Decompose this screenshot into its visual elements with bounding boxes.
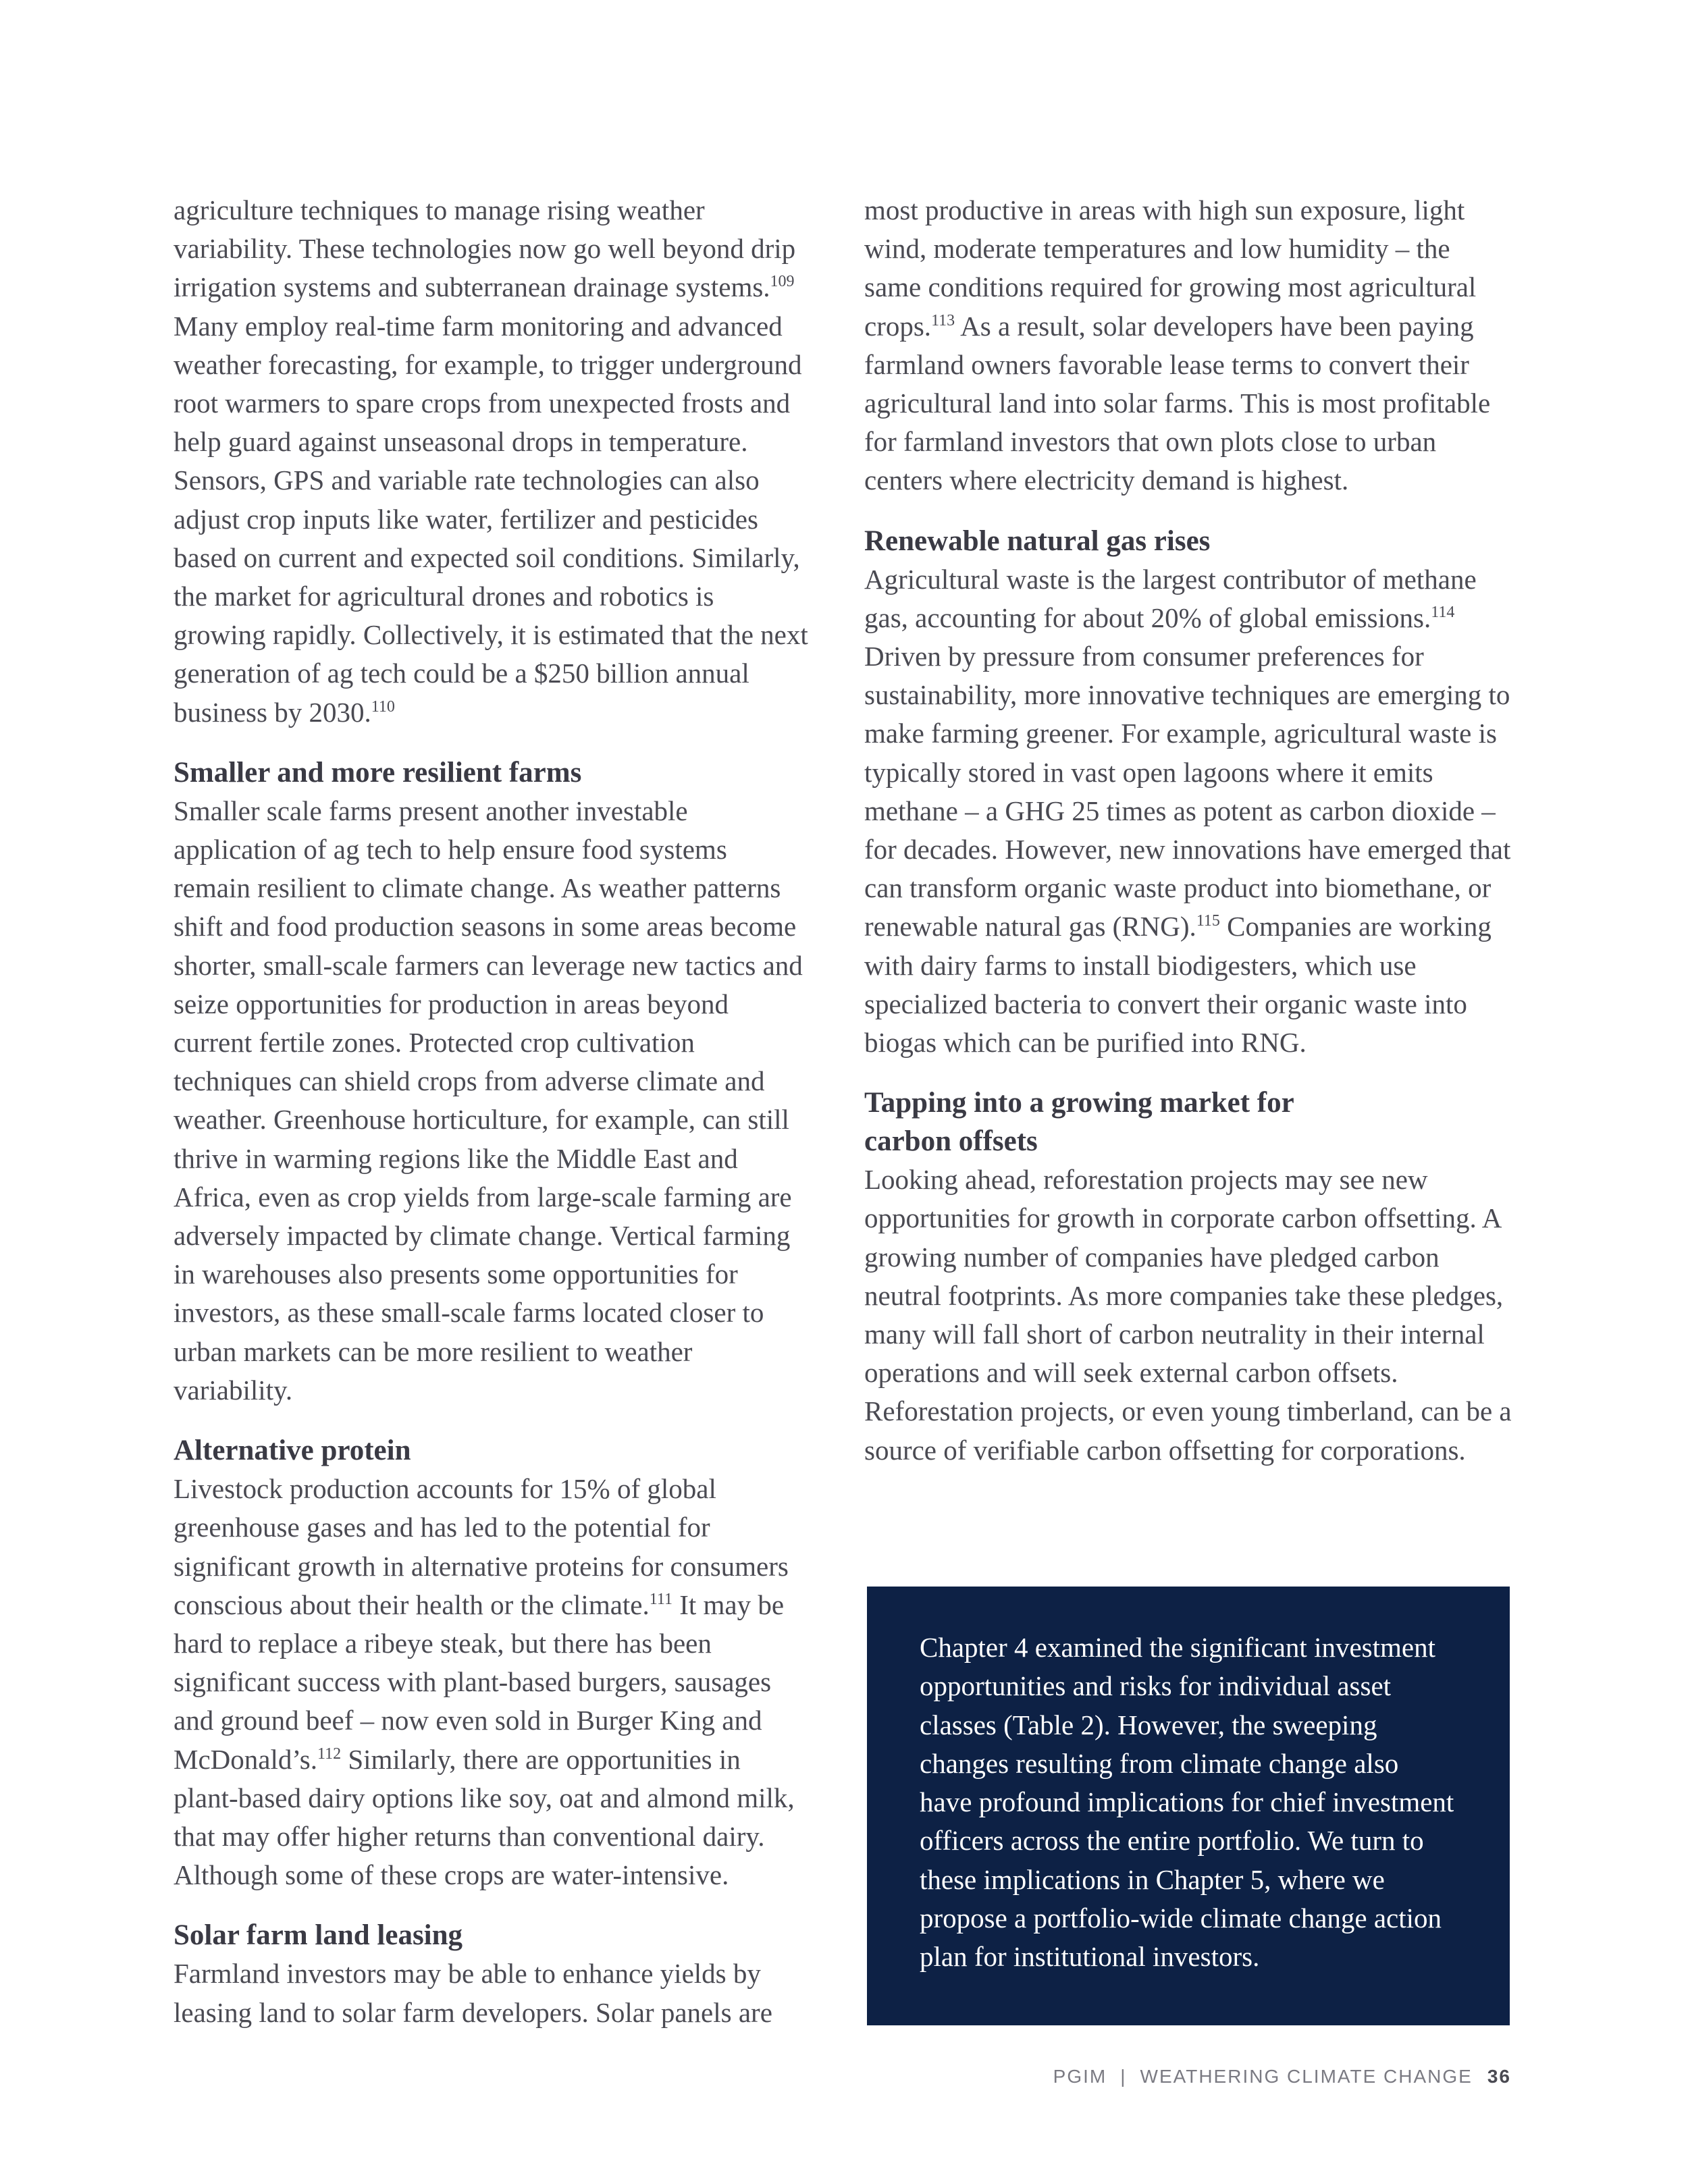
paragraph-smaller-farms: Smaller scale farms present another investable application of ag tech to help ensure food systems remain resilient to climate change. As weather patterns shift and food production seasons in some areas become shorter, small-scale farmers can leverage new tactics and seize opportunities for production in areas beyond current fertile zones. Protected crop cultivation techniques can shield crops from adverse climate and weather. Greenhouse horticulture, for example, can still thrive in warming regions like the Middle East and Africa, even as crop yields from large-scale farming are adversely impacted by climate change. Vertical farming in warehouses also presents some opportunities for investors, as these small-scale farms located closer to urban markets can be more resilient to weather variability. — [174, 795, 803, 1406]
footnote-ref[interactable]: 110 — [371, 697, 395, 716]
paragraph-ag-tech: agriculture techniques to manage rising weather variability. These technologies now go well beyond drip irrigation systems and subterranean drainage systems.$^{109}$ Many employ real-time farm monitoring and advanced weather forecasting, for example, to trigger underground root warmers to spare crops from unexpected frosts and help guard against unseasonal drops in temperature. Sensors, GPS and variable rate technologies can also adjust crop inputs like water, fertilizer and pesticides based on current and expected soil conditions. Similarly, the market for agricultural drones and robotics is growing rapidly. Collectively, it is estimated that the next generation of ag tech could be a $250 billion annual business by 2030.$^{110}$ — [174, 194, 808, 728]
paragraph-renewable-gas: Agricultural waste is the largest contributor of methane gas, accounting for about 20% of global emissions.$^{114}$ Driven by pressure from consumer preferences for sustainability, more innovative techniques are emerging to make farming greener. For example, agricultural waste is typically stored in vast open lagoons where it emits methane – a GHG 25 times as potent as carbon dioxide – for decades. However, new innovations have emerged that can transform organic waste product into biomethane, or renewable natural gas (RNG).$^{115}$ Companies are working with dairy farms to install biodigesters, which use specialized bacteria to convert their organic waste into biogas which can be purified into RNG. — [864, 563, 1511, 1059]
paragraph-carbon-offsets: Looking ahead, reforestation projects may see new opportunities for growth in corporate carbon offsetting. A growing number of companies have pledged carbon neutral footprints. As more companies take these pledges, many will fall short of carbon neutrality in their internal operations and will seek external carbon offsets. Reforestation projects, or even young timberland, can be a source of verifiable carbon offsetting for corporations. — [864, 1164, 1512, 1466]
callout-box — [867, 1587, 1510, 2025]
section-heading-alternative-protein: Alternative protein — [174, 1435, 411, 1467]
page-number: 36 — [1487, 2066, 1511, 2087]
section-heading-renewable-gas: Renewable natural gas rises — [864, 525, 1211, 557]
section-heading-smaller-farms: Smaller and more resilient farms — [174, 756, 582, 789]
callout-text: Chapter 4 examined the significant investment opportunities and risks for individual asset classes (Table 2). However, the sweeping changes resulting from climate change also have profound implications for chief investment officers across the entire portfolio. We turn to these implications in Chapter 5, where we propose a portfolio-wide climate change action plan for institutional investors. — [920, 1632, 1454, 1973]
footnote-ref[interactable]: 111 — [649, 1590, 672, 1608]
section-heading-carbon-offsets: Tapping into a growing market for carbon offsets — [864, 1087, 1294, 1158]
page-footer — [1053, 2066, 1511, 2087]
right-column — [864, 191, 1512, 1470]
footer-separator: | — [1120, 2066, 1127, 2087]
left-column — [174, 191, 808, 2032]
footer-title: WEATHERING CLIMATE CHANGE — [1140, 2066, 1473, 2087]
footnote-ref[interactable]: 112 — [317, 1744, 342, 1763]
footnote-ref[interactable]: 114 — [1431, 603, 1455, 621]
paragraph-alternative-protein: Livestock production accounts for 15% of global greenhouse gases and has led to the potential for significant growth in alternative proteins for consumers conscious about their health or the climate.$^{111}$ It may be hard to replace a ribeye steak, but there has been significant success with plant-based burgers, sausages and ground beef – now even sold in Burger King and McDonald’s.$^{112}$ Similarly, there are opportunities in plant-based dairy options like soy, oat and almond milk, that may offer higher returns than conventional dairy. Although some of these crops are water-intensive. — [174, 1473, 795, 1891]
footnote-ref[interactable]: 109 — [770, 273, 795, 291]
footnote-ref[interactable]: 113 — [931, 311, 955, 329]
section-heading-solar-farm: Solar farm land leasing — [174, 1919, 463, 1952]
paragraph-solar-farm: Farmland investors may be able to enhance yields by leasing land to solar farm developers. Solar panels are — [174, 1958, 772, 2028]
footer-brand: PGIM — [1053, 2066, 1107, 2087]
footnote-ref[interactable]: 115 — [1196, 912, 1220, 930]
paragraph-solar-continued: most productive in areas with high sun exposure, light wind, moderate temperatures and low humidity – the same conditions required for growing most agricultural crops.$^{113}$ As a result, solar developers have been paying farmland owners favorable lease terms to convert their agricultural land into solar farms. This is most profitable for farmland investors that own plots close to urban centers where electricity demand is highest. — [864, 194, 1491, 496]
